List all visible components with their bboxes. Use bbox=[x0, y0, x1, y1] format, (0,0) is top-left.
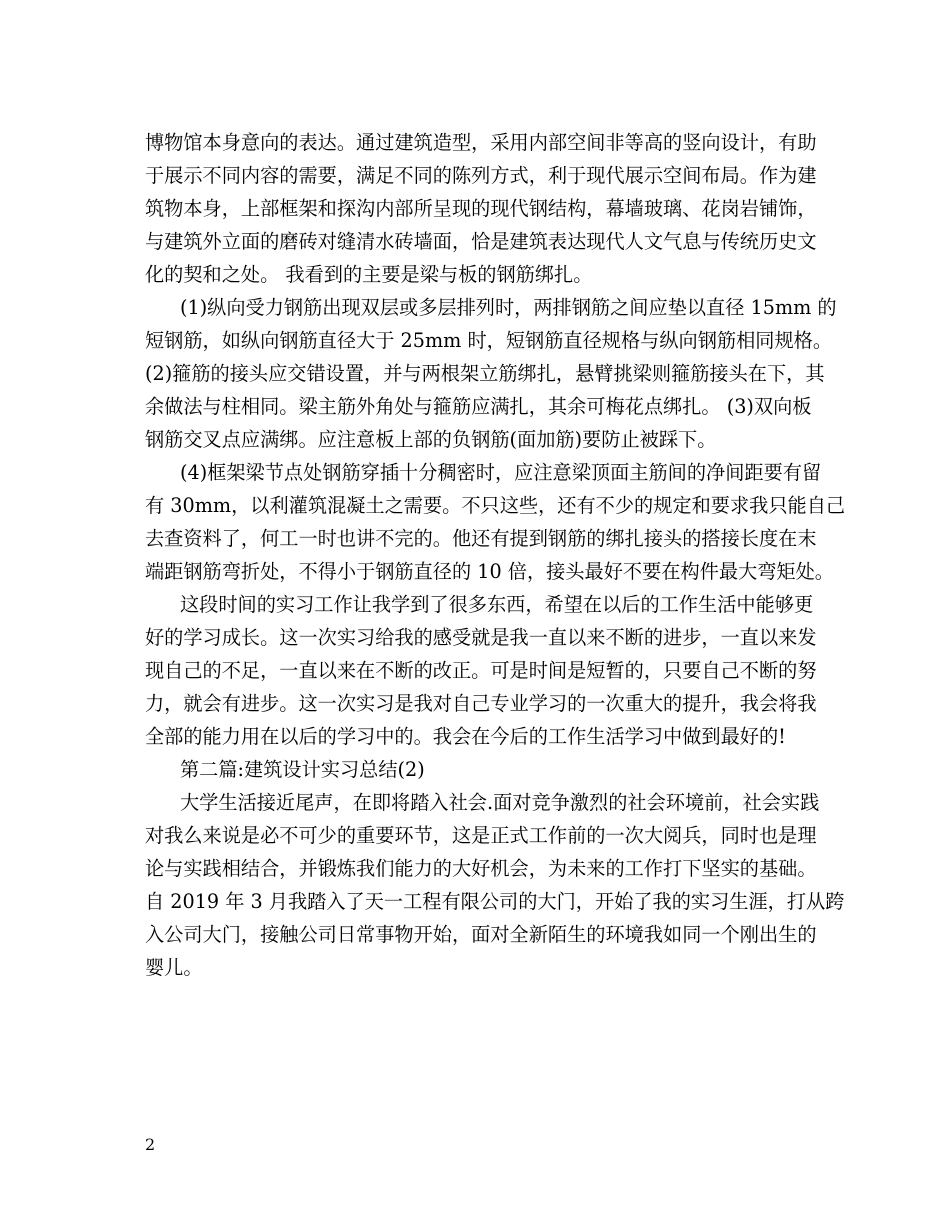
text-line: 与建筑外立面的磨砖对缝清水砖墙面，恰是建筑表达现代人文气息与传统历史文 bbox=[145, 230, 817, 253]
text-line: 自 2019 年 3 月我踏入了天一工程有限公司的大门，开始了我的实习生涯，打从跨 bbox=[145, 890, 845, 913]
text-line: (2)箍筋的接头应交错设置，并与两根架立筋绑扎，悬臂挑梁则箍筋接头在下，其 bbox=[145, 362, 825, 385]
text-line: 婴儿。 bbox=[145, 956, 203, 979]
text-line: 入公司大门，接触公司日常事物开始，面对全新陌生的环境我如同一个刚出生的 bbox=[145, 923, 817, 946]
text-line: 余做法与柱相同。梁主筋外角处与箍筋应满扎，其余可梅花点绑扎。 (3)双向板 bbox=[145, 395, 812, 418]
text-line: 化的契和之处。 我看到的主要是梁与板的钢筋绑扎。 bbox=[145, 263, 593, 286]
text-line: 短钢筋，如纵向钢筋直径大于 25mm 时，短钢筋直径规格与纵向钢筋相同规格。 bbox=[145, 329, 833, 352]
text-line: 全部的能力用在以后的学习中的。我会在今后的工作生活学习中做到最好的! bbox=[145, 725, 786, 748]
section-heading: 第二篇:建筑设计实习总结(2) bbox=[180, 758, 425, 781]
text-line: 对我么来说是必不可少的重要环节，这是正式工作前的一次大阅兵，同时也是理 bbox=[145, 824, 817, 847]
text-line: 好的学习成长。这一次实习给我的感受就是我一直以来不断的进步，一直以来发 bbox=[145, 626, 817, 649]
text-line: 钢筋交叉点应满绑。应注意板上部的负钢筋(面加筋)要防止被踩下。 bbox=[145, 428, 717, 451]
text-line: 于展示不同内容的需要，满足不同的陈列方式，利于现代展示空间布局。作为建 bbox=[145, 164, 817, 187]
page-number: 2 bbox=[145, 1135, 156, 1154]
text-line: 博物馆本身意向的表达。通过建筑造型，采用内部空间非等高的竖向设计，有助 bbox=[145, 131, 817, 154]
text-line: (4)框架梁节点处钢筋穿插十分稠密时，应注意梁顶面主筋间的净间距要有留 bbox=[180, 461, 822, 484]
text-line: 这段时间的实习工作让我学到了很多东西，希望在以后的工作生活中能够更 bbox=[180, 593, 814, 616]
text-line: 有 30mm，以利灌筑混凝土之需要。不只这些，还有不少的规定和要求我只能自己 bbox=[145, 494, 846, 517]
text-line: 现自己的不足，一直以来在不断的改正。可是时间是短暂的，只要自己不断的努 bbox=[145, 659, 817, 682]
text-line: 端距钢筋弯折处，不得小于钢筋直径的 10 倍，接头最好不要在构件最大弯矩处。 bbox=[145, 560, 834, 583]
text-line: 大学生活接近尾声，在即将踏入社会.面对竞争激烈的社会环境前，社会实践 bbox=[180, 791, 820, 814]
text-line: 去查资料了，何工一时也讲不完的。他还有提到钢筋的绑扎接头的搭接长度在末 bbox=[145, 527, 817, 550]
text-line: 力，就会有进步。这一次实习是我对自己专业学习的一次重大的提升，我会将我 bbox=[145, 692, 817, 715]
text-line: 论与实践相结合，并锻炼我们能力的大好机会，为未来的工作打下坚实的基础。 bbox=[145, 857, 817, 880]
text-line: 筑物本身，上部框架和探沟内部所呈现的现代钢结构，幕墙玻璃、花岗岩铺饰， bbox=[145, 197, 817, 220]
text-line: (1)纵向受力钢筋出现双层或多层排列时，两排钢筋之间应垫以直径 15mm 的 bbox=[180, 296, 837, 319]
